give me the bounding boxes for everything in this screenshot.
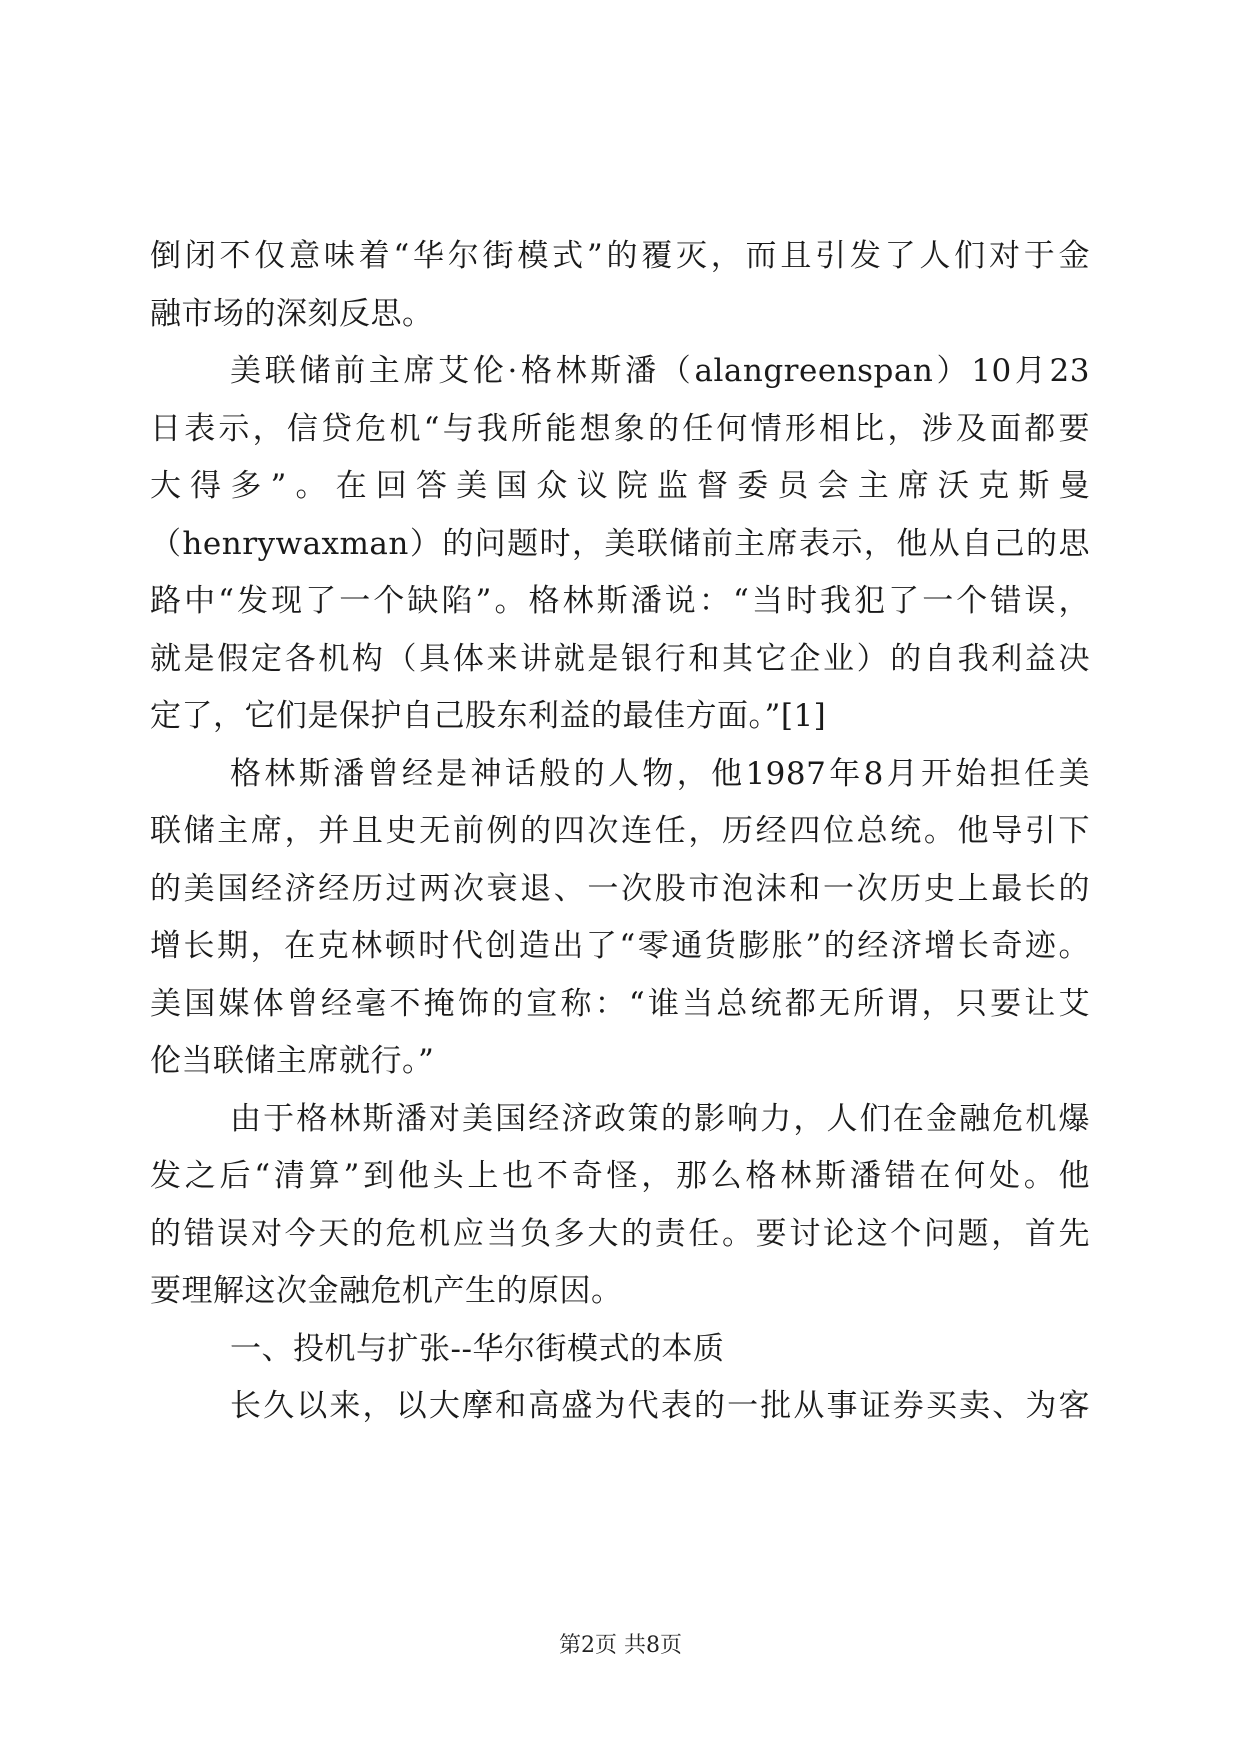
text-line: 的美国经济经历过两次衰退、一次股市泡沫和一次历史上最长的 [150, 870, 1090, 907]
paragraph-start-line: 由于格林斯潘对美国经济政策的影响力，人们在金融危机爆 [230, 1100, 1090, 1137]
text-line: 发之后“清算”到他头上也不奇怪，那么格林斯潘错在何处。他 [150, 1158, 1090, 1194]
paragraph-start-line: 格林斯潘曾经是神话般的人物，他1987年8月开始担任美 [230, 755, 1090, 792]
text-line: 定了，它们是保护自己股东利益的最佳方面。”[1] [150, 698, 827, 734]
text-line: 的错误对今天的危机应当负多大的责任。要讨论这个问题，首先 [150, 1215, 1090, 1252]
text-line: 联储主席，并且史无前例的四次连任，历经四位总统。他导引下 [150, 813, 1090, 849]
section-heading: 一、投机与扩张--华尔街模式的本质 [230, 1330, 725, 1367]
text-line: 增长期，在克林顿时代创造出了“零通货膨胀”的经济增长奇迹。 [150, 928, 1090, 964]
text-line: 美国媒体曾经毫不掩饰的宣称：“谁当总统都无所谓，只要让艾 [150, 985, 1090, 1022]
text-line: 要理解这次金融危机产生的原因。 [150, 1273, 623, 1309]
text-line: 就是假定各机构（具体来讲就是银行和其它企业）的自我利益决 [150, 640, 1090, 677]
text-line: 倒闭不仅意味着“华尔街模式”的覆灭，而且引发了人们对于金 [150, 238, 1090, 274]
page-number-footer: 第2页 共8页 [559, 1633, 682, 1658]
paragraph-start-line: 美联储前主席艾伦·格林斯潘（alangreenspan）10月23 [230, 353, 1090, 389]
paragraph-start-line: 长久以来，以大摩和高盛为代表的一批从事证券买卖、为客 [230, 1388, 1090, 1424]
text-line: 伦当联储主席就行。” [150, 1043, 435, 1079]
body-text [150, 228, 1090, 1436]
text-line: 日表示，信贷危机“与我所能想象的任何情形相比，涉及面都要 [150, 410, 1090, 447]
text-line: 大得多”。在回答美国众议院监督委员会主席沃克斯曼 [150, 468, 1090, 504]
text-line: 路中“发现了一个缺陷”。格林斯潘说：“当时我犯了一个错误， [150, 583, 1090, 619]
text-line: 融市场的深刻反思。 [150, 295, 434, 332]
text-line: （henrywaxman）的问题时，美联储前主席表示，他从自己的思 [150, 525, 1090, 562]
